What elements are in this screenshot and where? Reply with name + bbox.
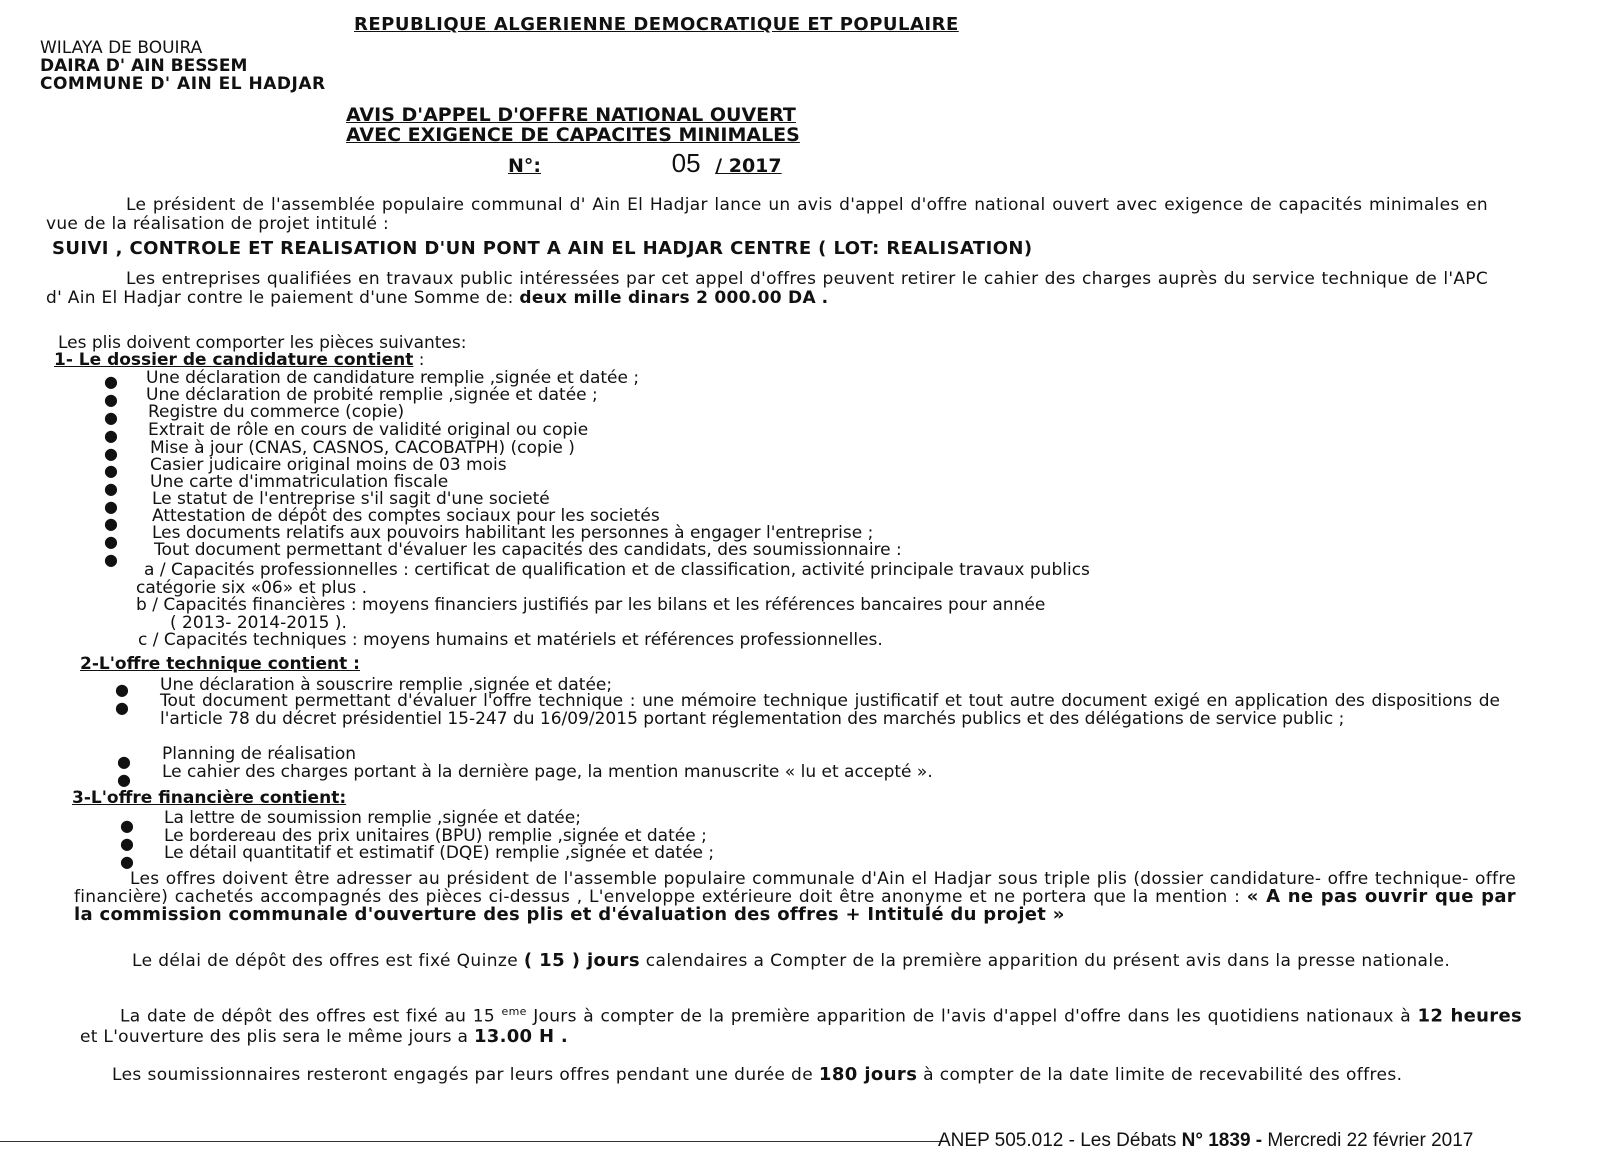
bullet-icon: ● [120, 834, 134, 853]
list-item: Tout document permettant d'évaluer les capacités des candidats, des soumissionnaire : [154, 540, 902, 560]
sub-c-line: c / Capacités techniques : moyens humains et matériels et références professionnelles. [138, 630, 883, 650]
intro-paragraph [46, 196, 1488, 234]
envoi-text: Les offres doivent être adresser au président de l'assemble populaire communale d'Ain el Hadjar sous triple plis (dossier candidature- offre technique- offre financière) cachetés accompagnés des pièces ci-dessus , L'enveloppe extérieure doit être anonyme et ne portera que la mention : [74, 869, 1516, 907]
date-depot-hour-2: 13.00 H . [473, 1025, 569, 1047]
sub-a-line-1: a / Capacités professionnelles : certificat de qualification et de classification, activité principale travaux publics [144, 560, 1090, 580]
list-item: Le statut de l'entreprise s'il sagit d'une societé [152, 489, 550, 509]
list-item: Attestation de dépôt des comptes sociaux pour les societés [152, 506, 660, 526]
engagement-text-2: à compter de la date limite de recevabilité des offres. [923, 1065, 1403, 1085]
footer-divider [0, 1141, 940, 1142]
envoi-mention: « A ne pas ouvrir que par la commission communale d'ouverture des plis et d'évaluation des offres + Intitulé du projet » [74, 886, 1516, 925]
list-item: Le bordereau des prix unitaires (BPU) remplie ,signée et datée ; [164, 826, 707, 846]
date-depot-paragraph [80, 1002, 1522, 1047]
date-depot-text-1: La date de dépôt des offres est fixé au 15 [120, 1006, 495, 1027]
section1-heading [54, 350, 425, 370]
bullet-icon: ● [104, 426, 118, 445]
bullet-icon: ● [104, 372, 118, 391]
bullet-icon: ● [117, 770, 131, 789]
delai-paragraph [76, 950, 1508, 972]
section1-heading-colon: : [413, 350, 425, 370]
envoi-paragraph [74, 870, 1516, 924]
intro-text: Le président de l'assemblée populaire communal d' Ain El Hadjar lance un avis d'appel d'offre national ouvert avec exigence de capacités minimales en vue de la réalisation de projet intitulé : [46, 195, 1488, 234]
bullet-icon: ● [104, 550, 118, 569]
date-depot-sup: eme [501, 1005, 527, 1018]
list-item: Le cahier des charges portant à la dernière page, la mention manuscrite « lu et accepté ». [162, 762, 933, 782]
number-value: 05 [671, 148, 701, 178]
bullet-icon: ● [117, 752, 131, 771]
title-line-2: AVEC EXIGENCE DE CAPACITES MINIMALES [346, 124, 800, 146]
delai-text-2: calendaires a Compter de la première apparition du présent avis dans la presse nationale. [645, 951, 1451, 971]
footer-ref: ANEP 505.012 - Les Débats [938, 1130, 1182, 1151]
bullet-icon: ● [120, 816, 134, 835]
retrait-end: . [821, 288, 829, 308]
date-depot-text-2: Jours à compter de la première apparition de l'avis d'appel d'offre dans les quotidiens nationaux à [533, 1006, 1411, 1027]
list-item: Extrait de rôle en cours de validité original ou copie [148, 420, 589, 440]
list-item [160, 692, 1500, 728]
project-title: SUIVI , CONTROLE ET REALISATION D'UN PONT A AIN EL HADJAR CENTRE ( LOT: REALISATION) [52, 238, 1033, 259]
list-item: Une carte d'immatriculation fiscale [150, 472, 449, 492]
delai-text-1: Le délai de dépôt des offres est fixé Quinze [132, 951, 519, 971]
list-item-text: Tout document permettant d'évaluer l'offre technique : une mémoire technique justificatif et tout autre document exigé en application des dispositions de l'article 78 du décret présidentiel 15-247 du 16/09/2015 portant réglementation des marchés publics et des délégations de service public ; [160, 691, 1500, 729]
number-label: N°: [508, 155, 541, 177]
sub-b-line-2: ( 2013- 2014-2015 ). [170, 613, 347, 633]
bullet-icon: ● [104, 532, 118, 551]
date-depot-hour-1: 12 heures [1417, 1005, 1522, 1027]
daira-line: DAIRA D' AIN BESSEM [40, 56, 248, 76]
list-item: Registre du commerce (copie) [148, 402, 405, 422]
delai-bold: ( 15 ) jours [523, 950, 640, 971]
list-item: Le détail quantitatif et estimatif (DQE) remplie ,signée et datée ; [164, 843, 715, 863]
list-item: Une déclaration à souscrire remplie ,signée et datée; [160, 675, 613, 695]
list-item: Les documents relatifs aux pouvoirs habilitant les personnes à engager l'entreprise ; [152, 523, 874, 543]
sub-b-line-1: b / Capacités financières : moyens financiers justifiés par les bilans et les références bancaires pour année [136, 595, 1046, 615]
footer-date: Mercredi 22 février 2017 [1262, 1130, 1474, 1151]
bullet-icon: ● [104, 444, 118, 463]
bullet-icon: ● [115, 680, 129, 699]
republic-heading: REPUBLIQUE ALGERIENNE DEMOCRATIQUE ET POPULAIRE [354, 14, 959, 35]
title-line-1: AVIS D'APPEL D'OFFRE NATIONAL OUVERT [346, 104, 796, 126]
wilaya-line: WILAYA DE BOUIRA [40, 38, 203, 58]
bullet-icon: ● [115, 698, 129, 717]
pieces-intro: Les plis doivent comporter les pièces suivantes: [58, 333, 467, 353]
section2-heading: 2-L'offre technique contient : [80, 654, 360, 674]
list-item: Casier judicaire original moins de 03 mois [150, 455, 507, 475]
list-item: Mise à jour (CNAS, CASNOS, CACOBATPH) (copie ) [150, 438, 575, 458]
bullet-icon: ● [120, 852, 134, 871]
engagement-text-1: Les soumissionnaires resteront engagés par leurs offres pendant une durée de [112, 1065, 814, 1085]
retrait-amount: deux mille dinars 2 000.00 DA [519, 288, 816, 308]
date-depot-text-3: et L'ouverture des plis sera le même jours a [80, 1026, 469, 1047]
bullet-icon: ● [104, 514, 118, 533]
bullet-icon: ● [104, 461, 118, 480]
list-item: Une déclaration de candidature remplie ,signée et datée ; [146, 368, 640, 388]
retrait-paragraph [46, 270, 1488, 308]
section1-heading-text: 1- Le dossier de candidature contient [54, 350, 414, 370]
footer-number: N° 1839 - [1181, 1130, 1263, 1151]
bullet-icon: ● [104, 390, 118, 409]
retrait-text: Les entreprises qualifiées en travaux public intéressées par cet appel d'offres peuvent retirer le cahier des charges auprès du service technique de l'APC d' Ain El Hadjar contre le paiement d'une Somme de: [46, 269, 1488, 308]
engagement-bold: 180 jours [818, 1064, 918, 1085]
title-number [508, 148, 782, 179]
number-year: / 2017 [715, 155, 782, 177]
commune-line: COMMUNE D' AIN EL HADJAR [40, 74, 326, 94]
sub-a-line-2: catégorie six «06» et plus . [136, 578, 368, 598]
engagement-paragraph [80, 1064, 1492, 1086]
bullet-icon: ● [104, 408, 118, 427]
bullet-icon: ● [104, 479, 118, 498]
footer-reference [938, 1130, 1473, 1152]
list-item: Planning de réalisation [162, 744, 357, 764]
list-item: Une déclaration de probité remplie ,signée et datée ; [146, 385, 598, 405]
section3-heading: 3-L'offre financière contient: [72, 788, 347, 808]
bullet-icon: ● [104, 497, 118, 516]
list-item: La lettre de soumission remplie ,signée et datée; [164, 808, 581, 828]
